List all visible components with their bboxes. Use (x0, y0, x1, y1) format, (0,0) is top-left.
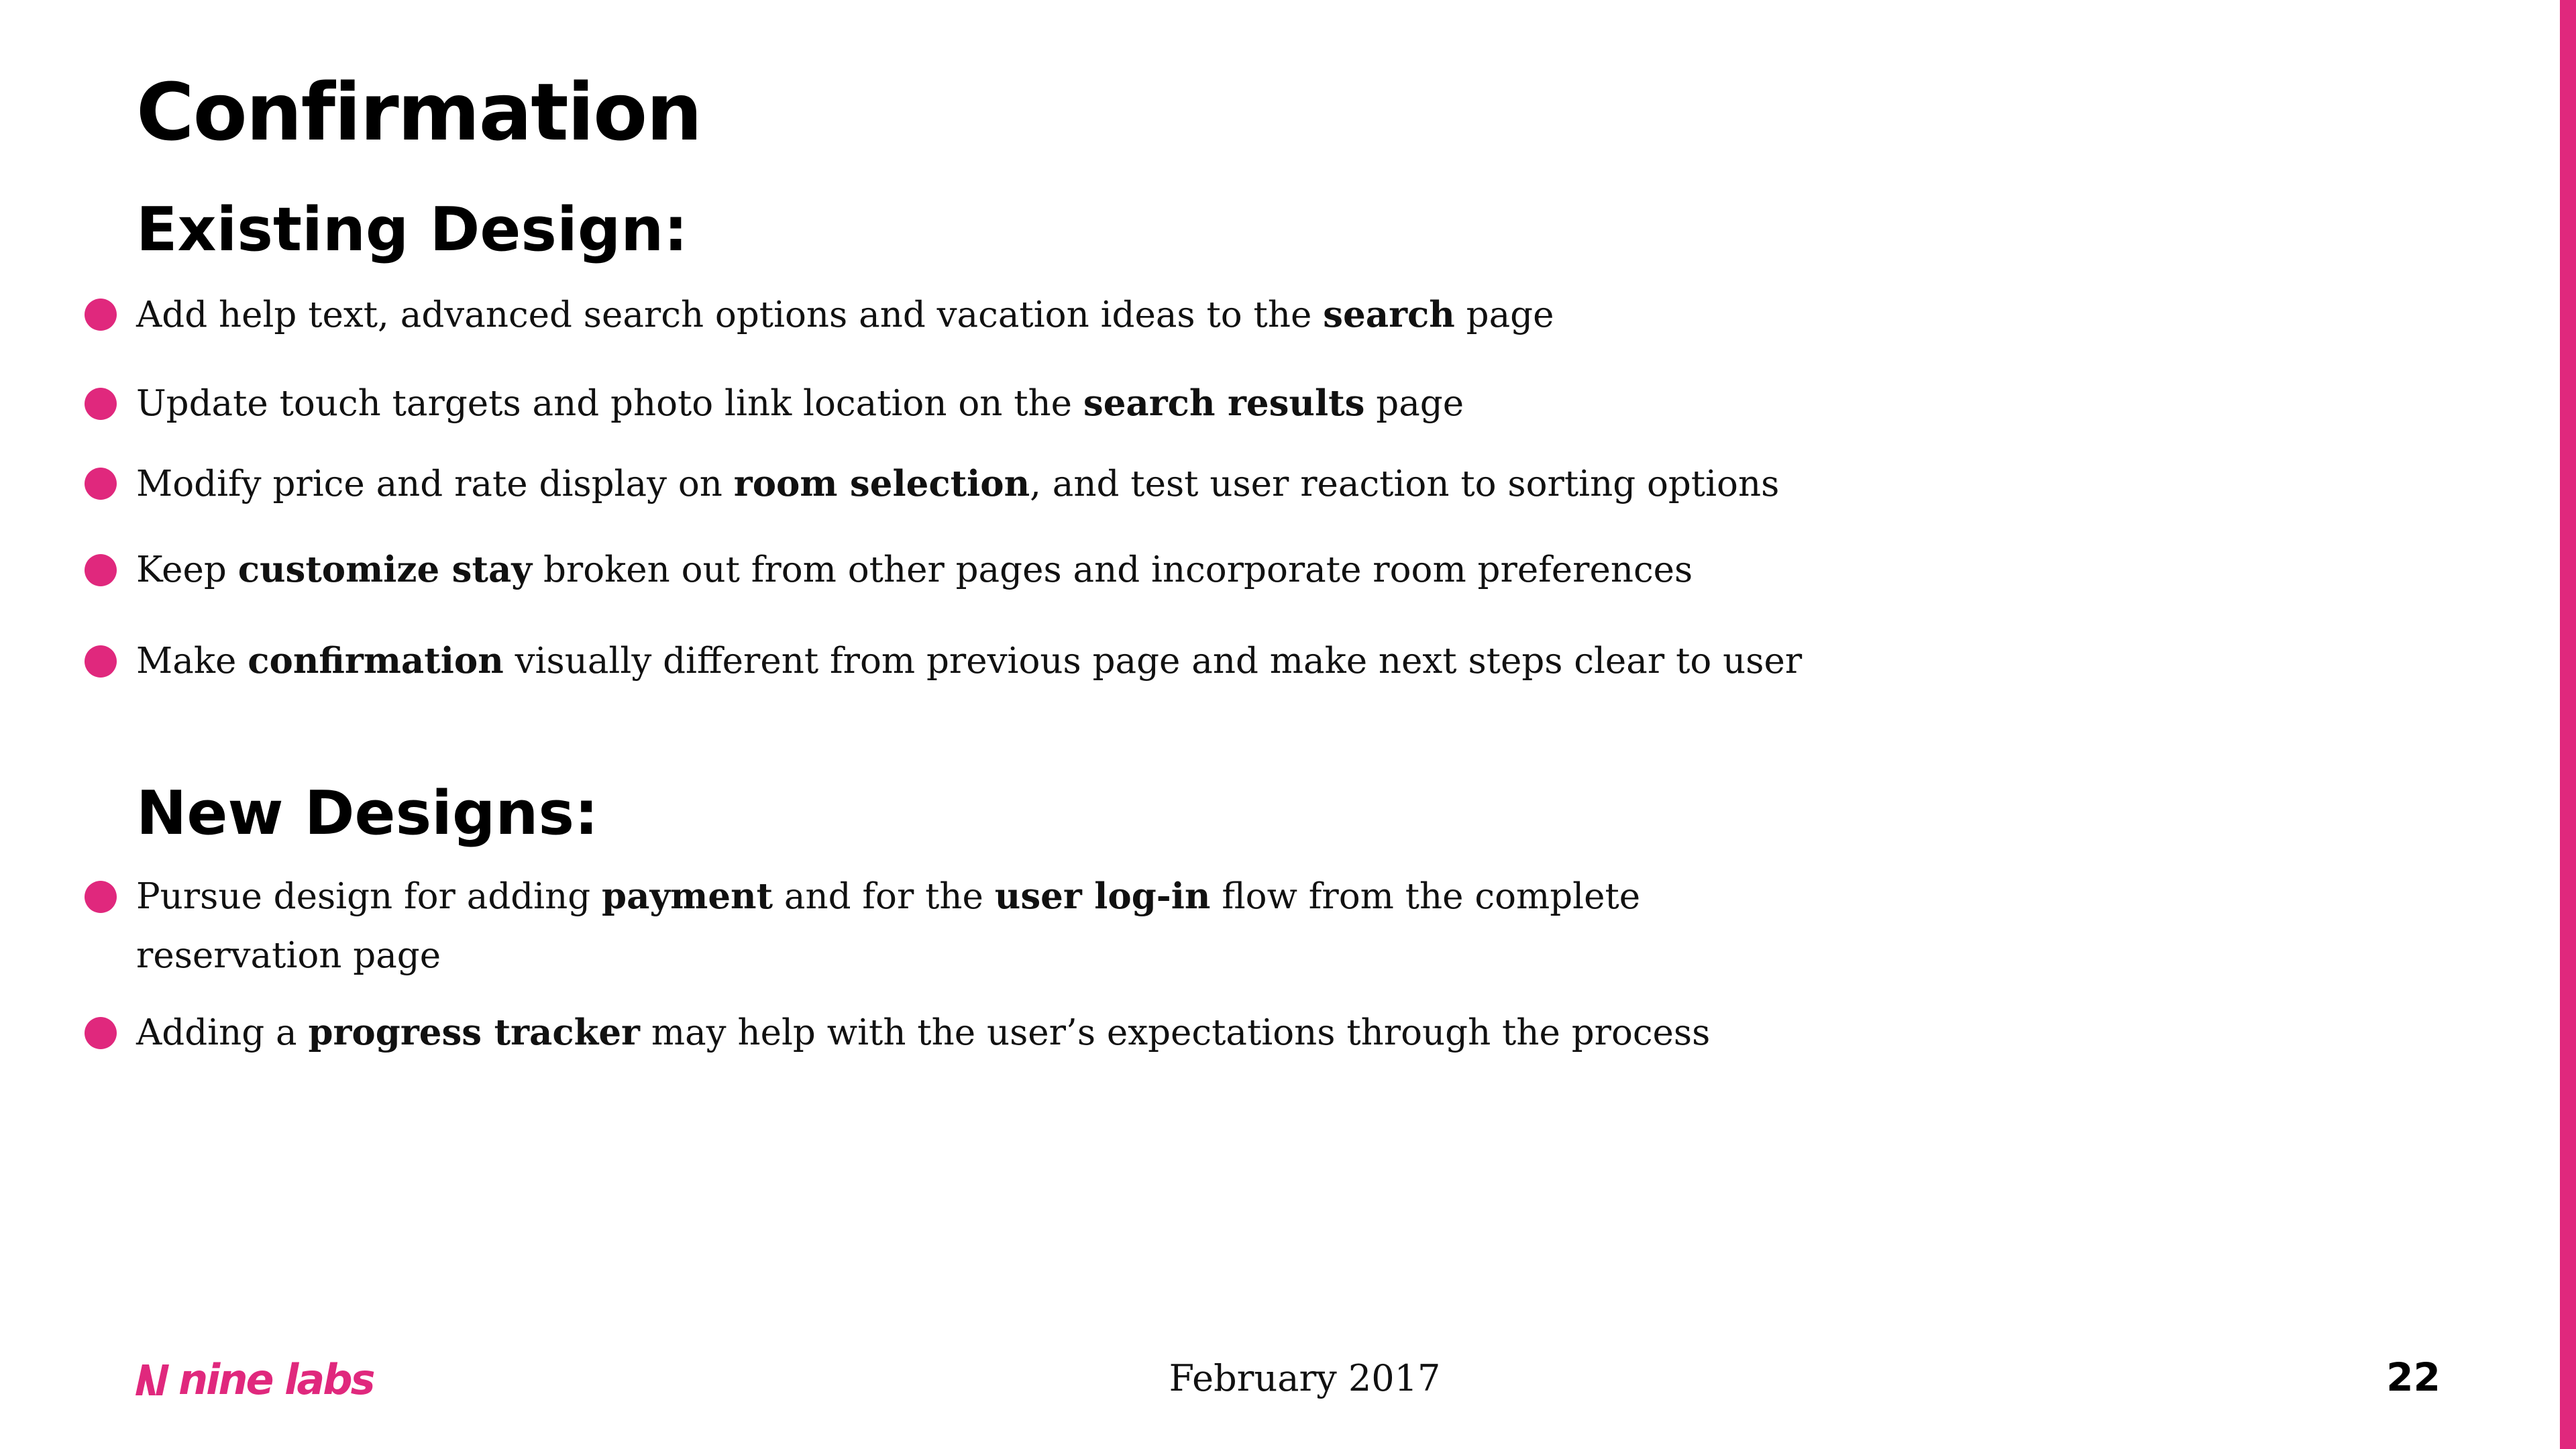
list-item-text (136, 374, 1880, 433)
body-text: flow from the complete (1210, 876, 1641, 917)
emphasis-text: room selection (733, 463, 1030, 504)
body-text: Make (136, 641, 248, 682)
list-item-text (136, 631, 1880, 691)
bullet-icon (85, 1017, 117, 1049)
body-text: may help with the user’s expectations through the process (639, 1012, 1711, 1053)
emphasis-text: confirmation (248, 640, 504, 682)
body-text: and for the (773, 876, 995, 917)
body-text: visually different from previous page and make next steps clear to user (503, 641, 1803, 682)
emphasis-text: payment (602, 875, 773, 917)
list-item-text (136, 540, 1880, 600)
logo-text: nine labs (178, 1355, 374, 1404)
nine-labs-logo (133, 1356, 374, 1403)
bullet-icon (85, 388, 117, 420)
body-text: broken out from other pages and incorporate room preferences (532, 549, 1693, 590)
body-text: Pursue design for adding (136, 876, 602, 917)
emphasis-text: progress tracker (308, 1012, 640, 1053)
body-text: Keep (136, 549, 238, 590)
emphasis-text: search (1323, 294, 1455, 335)
body-text: page (1454, 294, 1554, 335)
slide-title: Confirmation (136, 66, 702, 158)
emphasis-text: search results (1083, 382, 1365, 424)
accent-bar (2560, 0, 2576, 1449)
bullet-icon (85, 645, 117, 678)
bullet-icon (85, 299, 117, 331)
list-item-text (136, 454, 1880, 514)
body-text: Update touch targets and photo link location on the (136, 383, 1083, 424)
emphasis-text: customize stay (237, 549, 533, 590)
body-text: , and test user reaction to sorting options (1030, 464, 1780, 504)
bullet-icon (85, 554, 117, 586)
existing-design-heading: Existing Design: (136, 195, 688, 265)
list-item-text (136, 285, 1880, 345)
nine-labs-mark-icon (133, 1362, 169, 1398)
body-text: page (1364, 383, 1464, 424)
body-text: Add help text, advanced search options and vacation ideas to the (136, 294, 1324, 335)
list-item-text (136, 867, 1880, 985)
page-number: 22 (2386, 1354, 2440, 1400)
bullet-icon (85, 468, 117, 500)
bullet-icon (85, 881, 117, 913)
body-text: Modify price and rate display on (136, 464, 734, 504)
new-designs-heading: New Designs: (136, 778, 599, 849)
body-text: Adding a (136, 1012, 309, 1053)
footer-date: February 2017 (1169, 1357, 1441, 1399)
emphasis-text: user log-in (994, 875, 1211, 917)
list-item-text (136, 1003, 1880, 1063)
body-text: reservation page (136, 935, 441, 976)
